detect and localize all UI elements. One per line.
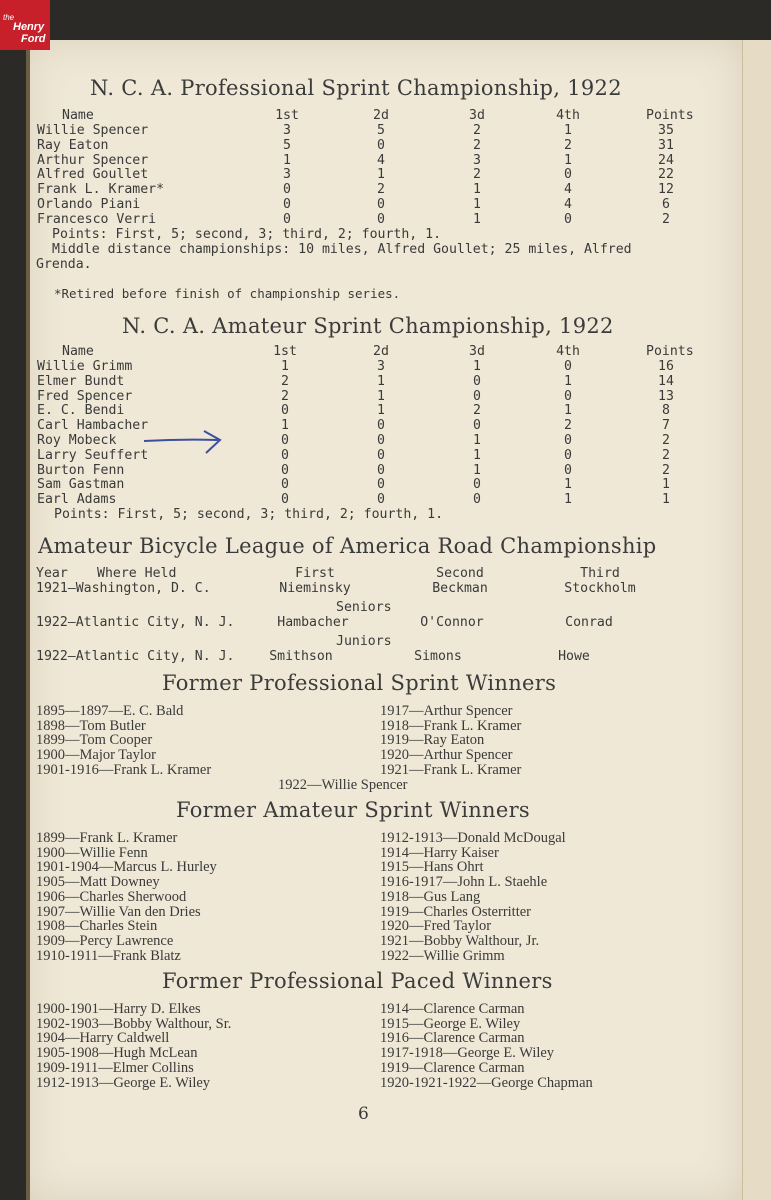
road-row3-first: Smithson [269,649,333,664]
table-row-name: Orlando Piani [37,197,141,212]
list-item: 1900—Major Taylor [36,747,156,764]
table-row-name: Fred Spencer [37,388,133,404]
table-cell-points: 7 [662,418,670,434]
list-item: 1904—Harry Caldwell [36,1030,170,1047]
table-cell-points: 12 [658,182,674,198]
col-header-3d: 3d [469,344,485,359]
list-item: 1921—Frank L. Kramer [380,761,522,778]
table-cell-4th: 2 [564,137,572,153]
table-cell-2d: 0 [377,418,385,434]
list-item: 1919—Charles Osterritter [380,903,532,920]
table-cell-1st: 0 [281,433,289,448]
list-item: 1917-1918—George E. Wiley [380,1045,555,1062]
list-item: 1919—Ray Eaton [380,732,485,749]
road-row2-year: 1922—Atlantic City, N. J. [36,615,235,630]
table-row-name: Ray Eaton [37,137,109,153]
table-cell-3d: 2 [473,123,481,138]
table-cell-4th: 0 [564,462,572,478]
next-page-edge [742,40,771,1200]
amateur-points-note: Points: First, 5; second, 3; third, 2; fourth, 1. [54,507,444,522]
list-item: 1919—Clarence Carman [380,1059,525,1076]
table-cell-points: 35 [658,123,674,138]
table-cell-4th: 2 [564,418,572,434]
table-cell-2d: 1 [377,167,385,183]
road-row3-second: Simons [414,649,462,664]
road-row1-first: Nieminsky [279,581,351,596]
table-cell-1st: 0 [281,477,289,493]
table-cell-4th: 4 [564,197,572,212]
list-item: 1909—Percy Lawrence [36,932,174,949]
table-cell-points: 6 [662,197,670,212]
road-row3-year: 1922—Atlantic City, N. J. [36,649,235,664]
table-cell-3d: 1 [473,211,481,227]
road-row1-year: 1921—Washington, D. C. [36,581,211,596]
table-cell-4th: 0 [564,447,572,463]
table-row-name: Francesco Verri [37,211,157,227]
table-cell-1st: 1 [283,152,291,168]
list-item: 1905—Matt Downey [36,874,160,891]
table-cell-4th: 1 [564,123,572,138]
list-item: 1910-1911—Frank Blatz [36,947,181,964]
table-cell-3d: 0 [473,388,481,404]
table-cell-points: 31 [658,137,674,153]
col-header-name: Name [62,344,94,359]
list-item: 1906—Charles Sherwood [36,888,187,905]
table-cell-4th: 1 [564,373,572,389]
list-item: 1914—Harry Kaiser [380,844,499,861]
table-cell-points: 13 [658,388,674,404]
table-cell-points: 16 [658,359,674,374]
table-cell-points: 2 [662,447,670,463]
table-cell-4th: 0 [564,167,572,183]
road-header-third: Third [580,566,620,581]
table-row-name: Arthur Spencer [37,152,149,168]
col-header-points: Points [646,108,694,123]
road-seniors-label: Seniors [336,600,392,615]
table-row-name: Earl Adams [37,492,117,508]
col-header-4th: 4th [556,344,580,359]
road-row1-third: Stockholm [564,581,636,596]
table-cell-1st: 0 [281,492,289,508]
road-row2-first: Hambacher [277,615,349,630]
table-cell-3d: 2 [473,167,481,183]
road-header-first: First [295,566,335,581]
list-item: 1902-1903—Bobby Walthour, Sr. [36,1015,232,1032]
table-cell-1st: 2 [281,388,289,404]
table-cell-1st: 0 [283,182,291,198]
list-item: 1920—Fred Taylor [380,918,492,935]
list-item: 1918—Gus Lang [380,888,481,905]
table-cell-1st: 3 [283,167,291,183]
table-cell-points: 24 [658,152,674,168]
road-row1-second: Beckman [432,581,488,596]
table-cell-1st: 0 [283,211,291,227]
table-cell-2d: 0 [377,462,385,478]
road-row2-second: O'Connor [420,615,484,630]
list-item: 1916—Clarence Carman [380,1030,525,1047]
table-cell-2d: 1 [377,388,385,404]
list-item: 1920—Arthur Spencer [380,747,513,764]
road-juniors-label: Juniors [336,634,392,649]
table-cell-3d: 2 [473,137,481,153]
table-cell-points: 22 [658,167,674,183]
table-cell-3d: 1 [473,433,481,448]
table-row-name: Carl Hambacher [37,418,149,434]
table-cell-2d: 0 [377,433,385,448]
table-cell-2d: 0 [377,492,385,508]
table-cell-4th: 1 [564,477,572,493]
road-header-where: Where Held [97,566,177,581]
list-item: 1899—Tom Cooper [36,732,153,749]
list-item: 1922—Willie Grimm [380,947,505,964]
table-cell-1st: 5 [283,137,291,153]
table-cell-points: 2 [662,462,670,478]
pro-sprint-title: N. C. A. Professional Sprint Championship, 1922 [90,76,622,100]
col-header-1st: 1st [275,108,299,123]
table-row-name: Willie Spencer [37,123,149,138]
table-row-name: Roy Mobeck [37,433,117,448]
list-item: 1900-1901—Harry D. Elkes [36,1001,201,1017]
table-cell-4th: 1 [564,492,572,508]
table-cell-4th: 0 [564,388,572,404]
table-cell-1st: 1 [281,359,289,374]
list-item: 1920-1921-1922—George Chapman [380,1074,593,1091]
table-cell-3d: 2 [473,403,481,419]
former-amateur-sprint-title: Former Amateur Sprint Winners [176,798,531,822]
table-cell-4th: 0 [564,211,572,227]
table-cell-3d: 1 [473,359,481,374]
table-cell-points: 2 [662,211,670,227]
table-cell-1st: 0 [281,462,289,478]
list-item: 1899—Frank L. Kramer [36,830,178,846]
table-cell-3d: 3 [473,152,481,168]
table-cell-2d: 0 [377,137,385,153]
col-header-4th: 4th [556,108,580,123]
middle-distance-line2: Grenda. [36,257,92,272]
former-pro-paced-title: Former Professional Paced Winners [162,969,553,993]
list-item: 1908—Charles Stein [36,918,158,935]
road-title: Amateur Bicycle League of America Road Championship [38,534,657,558]
table-cell-1st: 1 [281,418,289,434]
col-header-1st: 1st [273,344,297,359]
table-cell-3d: 0 [473,418,481,434]
table-cell-3d: 1 [473,447,481,463]
table-cell-2d: 0 [377,477,385,493]
list-item: 1912-1913—George E. Wiley [36,1074,211,1091]
list-item: 1909-1911—Elmer Collins [36,1059,194,1076]
table-cell-3d: 1 [473,182,481,198]
table-cell-2d: 1 [377,373,385,389]
table-cell-1st: 3 [283,123,291,138]
table-cell-4th: 1 [564,403,572,419]
table-cell-4th: 0 [564,433,572,448]
road-header-second: Second [436,566,484,581]
list-item: 1916-1917—John L. Staehle [380,874,548,891]
table-cell-2d: 2 [377,182,385,198]
table-row-name: Burton Fenn [37,462,125,478]
table-row-name: Frank L. Kramer* [37,182,165,198]
table-cell-4th: 0 [564,359,572,374]
table-cell-3d: 1 [473,197,481,212]
amateur-sprint-title: N. C. A. Amateur Sprint Championship, 1922 [122,314,614,338]
table-row-name: Sam Gastman [37,477,125,493]
col-header-3d: 3d [469,108,485,123]
list-item: 1905-1908—Hugh McLean [36,1045,198,1062]
table-cell-1st: 0 [281,447,289,463]
col-header-points: Points [646,344,694,359]
list-item: 1900—Willie Fenn [36,844,148,861]
list-item: 1895—1897—E. C. Bald [36,703,184,719]
table-cell-1st: 0 [283,197,291,212]
page-number: 6 [358,1104,369,1124]
road-header-year: Year [36,566,68,581]
list-item: 1917—Arthur Spencer [380,703,513,719]
table-cell-points: 14 [658,373,674,389]
table-cell-points: 8 [662,403,670,419]
list-item: 1912-1913—Donald McDougal [380,830,566,846]
table-cell-points: 1 [662,492,670,508]
former-pro-sprint-title: Former Professional Sprint Winners [162,671,557,695]
table-cell-3d: 1 [473,462,481,478]
table-cell-3d: 0 [473,477,481,493]
table-cell-2d: 0 [377,447,385,463]
list-item: 1901-1904—Marcus L. Hurley [36,859,217,876]
table-row-name: Willie Grimm [37,359,133,374]
table-cell-2d: 5 [377,123,385,138]
table-row-name: Larry Seuffert [37,447,149,463]
table-cell-2d: 3 [377,359,385,374]
list-item: 1915—Hans Ohrt [380,859,484,876]
table-cell-points: 1 [662,477,670,493]
handwritten-arrow-icon [142,429,224,457]
table-cell-2d: 0 [377,197,385,212]
list-item: 1901-1916—Frank L. Kramer [36,761,212,778]
table-cell-1st: 0 [281,403,289,419]
list-item: 1914—Clarence Carman [380,1001,525,1017]
retired-note: *Retired before finish of championship series. [54,286,401,301]
table-row-name: E. C. Bendi [37,403,125,419]
table-cell-1st: 2 [281,373,289,389]
road-row3-third: Howe [558,649,590,664]
road-row2-third: Conrad [565,615,613,630]
list-item: 1898—Tom Butler [36,717,146,734]
col-header-2d: 2d [373,344,389,359]
table-cell-3d: 0 [473,373,481,389]
middle-distance-line1: Middle distance championships: 10 miles, Alfred Goullet; 25 miles, Alfred [52,242,632,257]
table-cell-4th: 1 [564,152,572,168]
table-cell-4th: 4 [564,182,572,198]
page-binding [26,40,30,1200]
former-pro-sprint-last: 1922—Willie Spencer [278,777,408,793]
table-cell-2d: 4 [377,152,385,168]
henry-ford-logo: the Henry Ford [0,0,50,50]
table-cell-points: 2 [662,433,670,448]
table-row-name: Alfred Goullet [37,167,149,183]
table-cell-2d: 1 [377,403,385,419]
list-item: 1918—Frank L. Kramer [380,717,522,734]
col-header-name: Name [62,108,94,123]
col-header-2d: 2d [373,108,389,123]
table-row-name: Elmer Bundt [37,373,125,389]
list-item: 1921—Bobby Walthour, Jr. [380,932,540,949]
table-cell-2d: 0 [377,211,385,227]
pro-points-note: Points: First, 5; second, 3; third, 2; fourth, 1. [52,227,442,242]
list-item: 1907—Willie Van den Dries [36,903,201,920]
list-item: 1915—George E. Wiley [380,1015,521,1032]
table-cell-3d: 0 [473,492,481,508]
